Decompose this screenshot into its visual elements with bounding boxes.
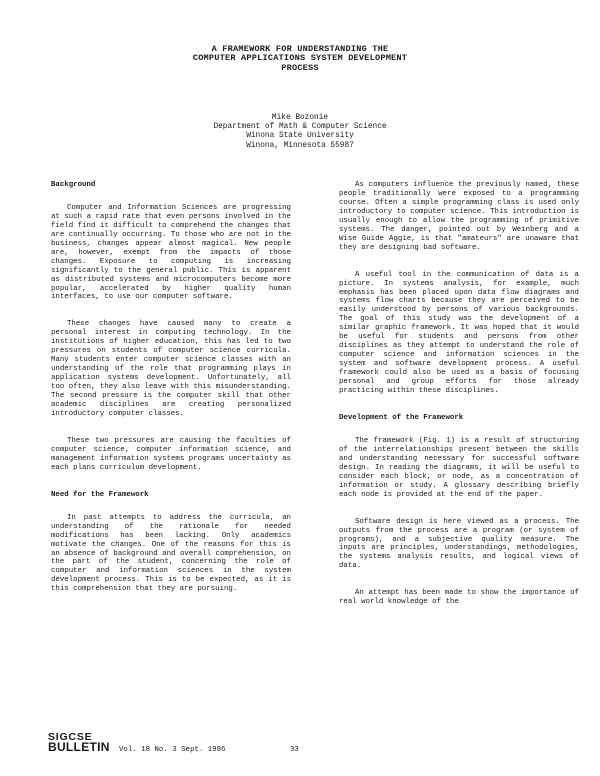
right-column [339,181,579,625]
title-line-1: A FRAMEWORK FOR UNDERSTANDING THE [211,44,389,54]
section-heading-background: Background [51,181,96,189]
title-line-2: COMPUTER APPLICATIONS SYSTEM DEVELOPMENT [192,53,408,64]
paragraph: Software design is here viewed as a process. The outputs from the process are a program (or system of programs), and a subjective quality measure. The inputs are principles, understandings, methodologies, the systems analysis results, and logical views of data. [339,517,579,571]
paragraph: As computers influence the previously named, these people traditionally were exposed to a programming course. Often a simple programming class is used only introductory to computer science. This introduction is usually enough to allow the programming of primitive systems. The danger, pointed out by Weinberg and a Wise Guide Aggie, is that "amateurs" are unaware that they are designing bad software. [339,181,579,252]
sigcse-bulletin-logo [48,732,110,752]
paragraph: The framework (Fig. 1) is a result of structuring of the interrelationships present between the skills and understanding necessary for successful software design. In reading the diagrams, it will be useful to consider each block, or node, as a concentration of information or study. A glossary describing briefly each node is provided at the end of the paper. [339,436,579,499]
paper-title [150,45,450,73]
page-footer [48,732,568,764]
paragraph: Computer and Information Sciences are progressing at such a rapid rate that even persons involved in the field find it difficult to comprehend the changes that are continually occurring. To those who are not in the business, changes appear almost magical. New people are, however, exempt from the impacts of those changes. Exposure to computing is increasing significantly to the general public. This is apparent as distributed systems and microcomputers become more popular, accelerated by higher quality human interfaces, to use our computer software. [51,203,291,302]
title-line-3: PROCESS [281,62,319,73]
paragraph: An attempt has been made to show the importance of real world knowledge of the [339,589,579,607]
paragraph: A useful tool in the communication of data is a picture. In systems analysis, for example, much emphasis has been placed upon data flow diagrams and systems flow charts because they are perceived to be easily understood by persons of various backgrounds. The goal of this study was the development of a similar graphic framework. It was hoped that it would be useful for students and persons from other disciplines as they attempt to understand the role of computer science and information sciences in the system and software development process. A useful framework could also be used as a basis of focusing personal and group efforts for those already practicing within these disciplines. [339,270,579,396]
section-heading-need: Need for the Framework [51,490,149,499]
author-city: Winona, Minnesota 55987 [246,141,354,150]
section-heading-development: Development of the Framework [339,413,464,422]
left-column [51,181,291,612]
paragraph: These two pressures are causing the faculties of computer science, computer information science, and management information systems programs uncertainty as each plans curriculum development. [51,436,291,472]
author-name: Mike Bozonie [271,114,329,122]
logo-bottom: BULLETIN [48,740,110,754]
paragraph: In past attempts to address the curricula, an understanding of the rationale for needed modifications has been lacking. Only academics motivate the changes. One of the reasons for this is an absence of background and overall comprehension, on the part of the student, concerning the role of computer and information sciences in the system development process. This is to be expected, as it is this comprehension that they are pursuing. [51,513,291,594]
author-university: Winona State University [246,132,354,141]
page-number: 33 [290,746,299,754]
logo-top: SIGCSE [48,731,93,743]
author-department: Department of Math & Computer Science [213,123,387,132]
issue-info: Vol. 18 No. 3 Sept. 1986 [119,746,226,754]
author-block [150,114,450,151]
paragraph: These changes have caused many to create a personal interest in computing technology. In the institutions of higher education, this has led to two pressures on students of computer science curricula. Many students enter computer science classes with an understanding of the role that programming plays in application systems development. Unfortunately, all too often, they also leave with this misunderstanding. The second pressure is the computer skill that other academic disciplines are creating personalized introductory computer classes. [51,320,291,418]
